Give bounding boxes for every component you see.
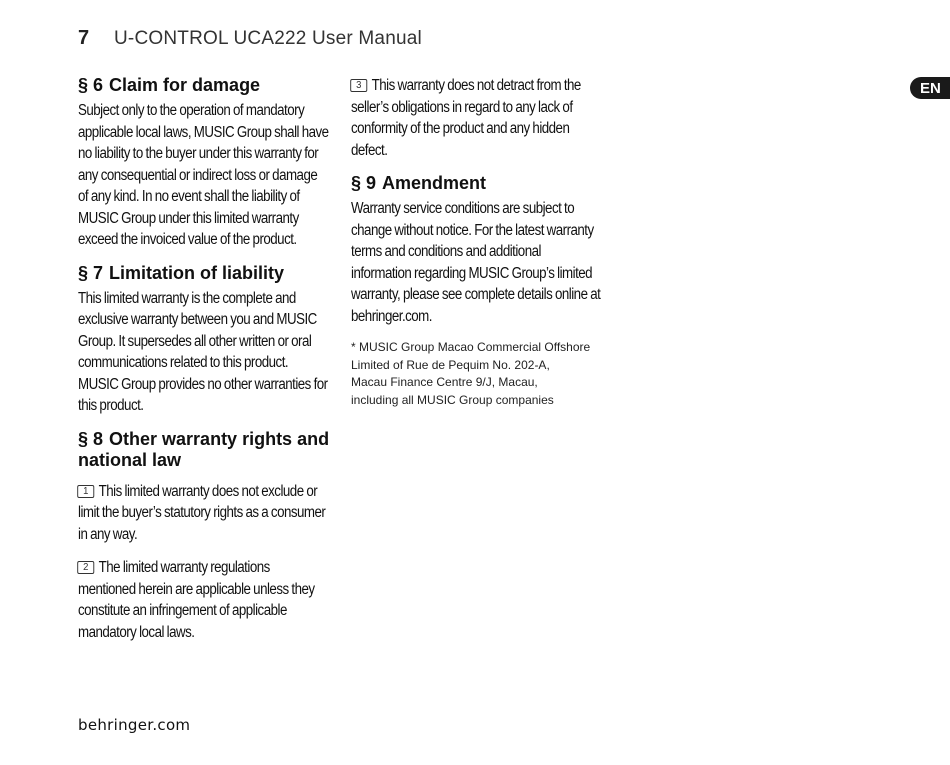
page-number: 7 [78, 27, 90, 49]
section-symbol: § 9 [351, 173, 377, 193]
section-title: Claim for damage [109, 75, 261, 95]
footnote-line: including all MUSIC Group companies [351, 392, 554, 407]
section-heading [78, 75, 330, 96]
section-symbol: § 6 [78, 75, 104, 95]
item-number-badge: 2 [77, 561, 94, 574]
document-title: U-CONTROL UCA222 User Manual [114, 28, 422, 49]
section-8 [78, 429, 330, 644]
item-text: The limited warranty regulations mentioned herein are applicable unless they constitute an infringement of applicable mandatory local laws. [78, 559, 315, 641]
section-heading [78, 429, 330, 471]
section-body: This limited warranty is the complete and exclusive warranty between you and MUSIC Group. It supersedes all other written or oral communications related to this product. MUSIC Group provides no other warranties for this product. [78, 289, 328, 414]
language-tab[interactable]: EN [910, 77, 950, 99]
section-body: Subject only to the operation of mandatory applicable local laws, MUSIC Group shall have no liability to the buyer under this warranty for any consequential or indirect loss or damage of any kind. In no event shall the liability of MUSIC Group under this limited warranty exceed the invoiced value of the product. [78, 102, 329, 248]
left-column [78, 75, 330, 655]
section-7 [78, 263, 330, 417]
section-title: Other warranty rights and national law [78, 428, 330, 470]
footnote-line: Macau Finance Centre 9/J, Macau, [351, 375, 538, 389]
item-text: This warranty does not detract from the seller’s obligations in regard to any lack of conformity of the product and any hidden defect. [351, 77, 581, 159]
brand-url[interactable]: behringer.com [78, 716, 191, 734]
section-heading [78, 263, 330, 284]
footnote-line: Limited of Rue de Pequim No. 202-A, [351, 357, 550, 372]
footnote-line: * MUSIC Group Macao Commercial Offshore [351, 340, 591, 354]
footnote [351, 339, 603, 409]
section-6 [78, 75, 330, 251]
numbered-item [351, 75, 602, 161]
section-title: Amendment [382, 173, 487, 193]
section-symbol: § 7 [78, 262, 104, 283]
numbered-item [78, 557, 329, 643]
item-text: This limited warranty does not exclude or limit the buyer’s statutory rights as a consumer in any way. [78, 482, 326, 543]
section-title: Limitation of liability [109, 262, 285, 283]
section-9 [351, 173, 603, 327]
item-number-badge: 3 [350, 79, 367, 92]
section-body: Warranty service conditions are subject to change without notice. For the latest warranty terms and conditions and additional information regarding MUSIC Group’s limited warranty, please see complete details online at behringer.com. [351, 200, 601, 325]
right-column [351, 75, 603, 409]
section-heading [351, 173, 603, 194]
item-number-badge: 1 [77, 485, 94, 498]
numbered-item [78, 481, 329, 546]
section-symbol: § 8 [78, 428, 104, 449]
